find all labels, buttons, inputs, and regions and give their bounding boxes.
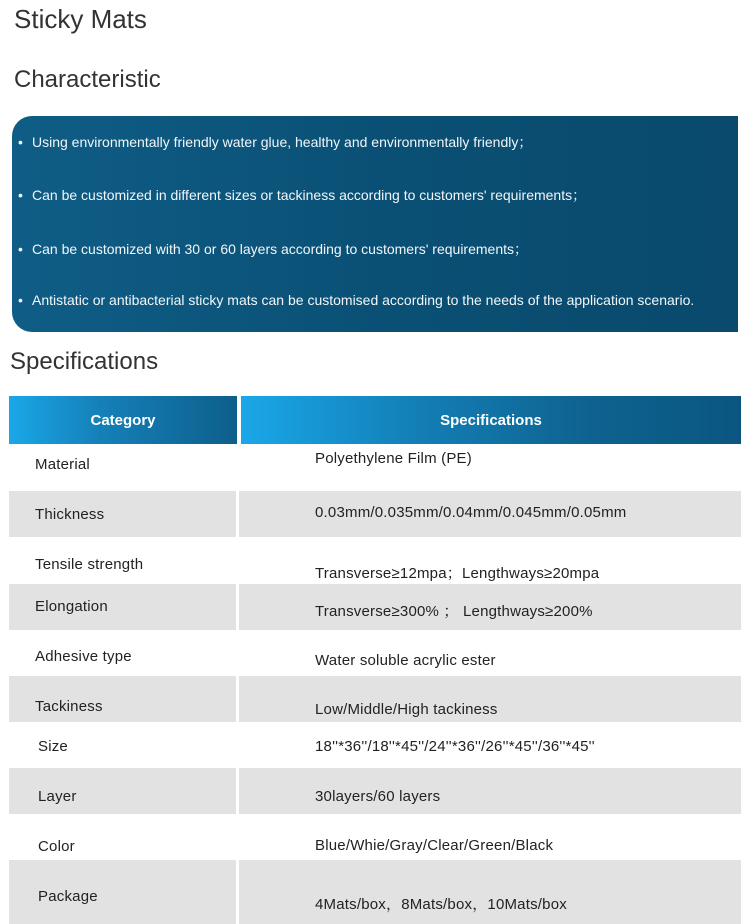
characteristic-text: Can be customized in different sizes or tackiness according to customers' requirements； (32, 187, 587, 203)
row-value: 0.03mm/0.035mm/0.04mm/0.045mm/0.05mm (315, 504, 627, 521)
characteristic-text: Antistatic or antibacterial sticky mats can be customised according to the needs of the application scenario. (32, 292, 695, 308)
row-value: 30layers/60 layers (315, 788, 441, 805)
table-row (0, 860, 750, 924)
characteristic-heading: Characteristic (14, 66, 161, 93)
page-title: Sticky Mats (14, 4, 147, 34)
table-row (0, 722, 750, 768)
row-category: Material (35, 456, 90, 473)
table-row (0, 446, 750, 492)
table-header-category: Category (9, 396, 237, 444)
row-category: Layer (38, 788, 77, 805)
row-category: Elongation (35, 598, 108, 615)
characteristic-text: Can be customized with 30 or 60 layers according to customers' requirements； (32, 241, 529, 257)
characteristic-item (18, 239, 734, 259)
table-header-specifications: Specifications (241, 396, 741, 444)
characteristic-item (18, 132, 734, 152)
characteristic-item (18, 185, 734, 205)
row-value: Transverse≥12mpa；Lengthways≥20mpa (315, 565, 600, 582)
bullet-icon: • (18, 187, 23, 203)
row-category: Thickness (35, 506, 105, 523)
table-row (0, 768, 750, 814)
table-row (0, 814, 750, 860)
bullet-icon: • (18, 292, 23, 308)
row-category: Tackiness (35, 698, 103, 715)
characteristic-text: Using environmentally friendly water glue, healthy and environmentally friendly； (32, 134, 533, 150)
row-category: Package (38, 888, 98, 905)
bullet-icon: • (18, 241, 23, 257)
characteristic-item (18, 292, 734, 308)
row-value: 18''*36''/18''*45''/24''*36''/26''*45''/36''*45'' (315, 738, 595, 755)
table-row (0, 538, 750, 584)
characteristic-panel (12, 116, 738, 332)
row-value: Blue/Whie/Gray/Clear/Green/Black (315, 837, 554, 854)
row-value: Transverse≥300% ； Lengthways≥200% (315, 603, 593, 620)
table-row (0, 630, 750, 676)
row-value: 4Mats/box，8Mats/box，10Mats/box (315, 896, 567, 913)
table-row (0, 676, 750, 722)
row-category: Size (38, 738, 68, 755)
row-value: Water soluble acrylic ester (315, 652, 496, 669)
specifications-heading: Specifications (10, 348, 159, 375)
bullet-icon: • (18, 134, 23, 150)
row-category: Adhesive type (35, 648, 132, 665)
table-row (0, 584, 750, 630)
row-value: Low/Middle/High tackiness (315, 701, 498, 718)
table-row (0, 491, 750, 537)
row-value: Polyethylene Film (PE) (315, 450, 472, 467)
row-category: Color (38, 838, 75, 855)
row-category: Tensile strength (35, 556, 144, 573)
